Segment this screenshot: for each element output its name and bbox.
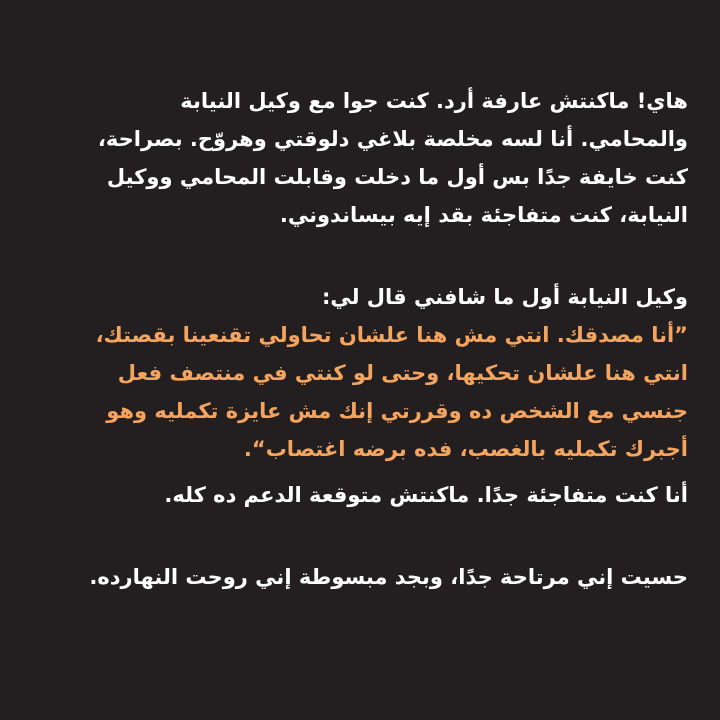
paragraph1-line-1: هاي! ماكنتش عارفة أرد. كنت جوا مع وكيل النيابة: [180, 89, 688, 113]
paragraph2-intro: وكيل النيابة أول ما شافني قال لي:: [321, 285, 688, 309]
paragraph1-line-4: النيابة، كنت متفاجئة بقد إيه بيساندوني.: [279, 203, 688, 227]
paragraph1-line-3: كنت خايفة جدًا بس أول ما دخلت وقابلت المحامي ووكيل: [106, 165, 688, 189]
quote-line-3: جنسي مع الشخص ده وقررتي إنك مش عايزة تكمليه وهو: [106, 399, 688, 423]
paragraph2-closing: أنا كنت متفاجئة جدًا. ماكنتش متوقعة الدعم ده كله.: [164, 483, 688, 507]
paragraph3-line: حسيت إني مرتاحة جدًا، وبجد مبسوطة إني روحت النهارده.: [89, 565, 688, 589]
quote-line-2: انتي هنا علشان تحكيها، وحتى لو كنتي في منتصف فعل: [117, 361, 688, 385]
quote-line-1: ”أنا مصدقك. انتي مش هنا علشان تحاولي تقنعينا بقصتك،: [95, 323, 688, 347]
quote-line-4: أجبرك تكمليه بالغصب، فده برضه اغتصاب“.: [243, 437, 688, 461]
paragraph1-line-2: والمحامي. أنا لسه مخلصة بلاغي دلوقتي وهروّح. بصراحة،: [97, 127, 688, 151]
